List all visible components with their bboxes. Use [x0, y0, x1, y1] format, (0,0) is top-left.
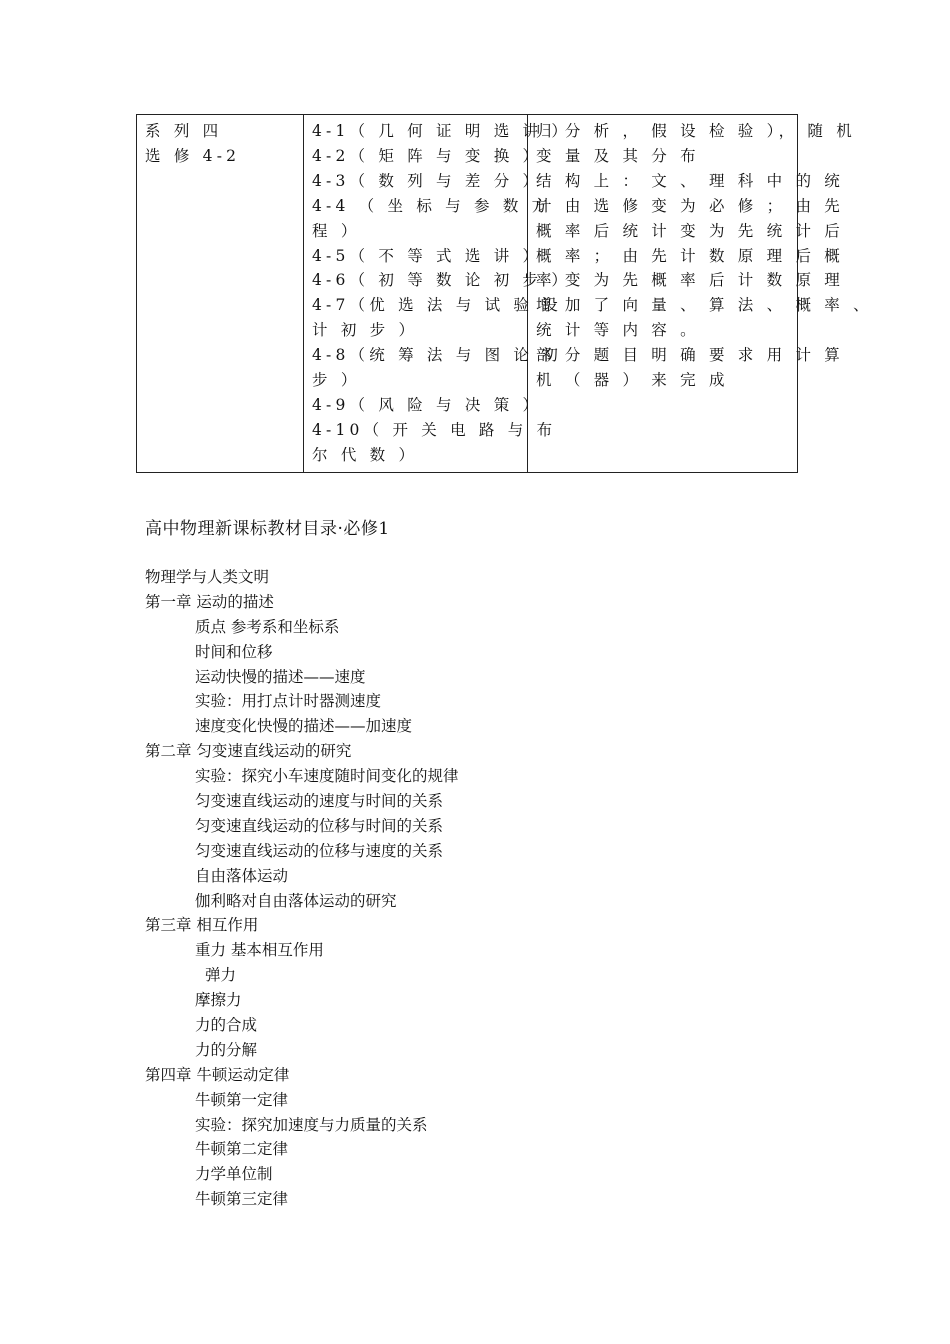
toc-section: 牛顿第一定律 [195, 1090, 289, 1109]
module-line: 4-6（ 初 等 数 论 初 步 ） [312, 271, 572, 290]
note-line: 计 由 选 修 变 为 必 修 ； 由 先 [536, 196, 844, 215]
toc-chapter: 第四章 牛顿运动定律 [145, 1065, 290, 1084]
series-cell [137, 115, 304, 473]
toc-section: 伽利略对自由落体运动的研究 [195, 891, 397, 910]
toc-section: 力的合成 [195, 1016, 258, 1035]
toc-chapter: 第一章 运动的描述 [145, 592, 274, 611]
note-line: 结 构 上 ： 文 、 理 科 中 的 统 [536, 171, 844, 190]
toc-section: 匀变速直线运动的速度与时间的关系 [195, 792, 444, 811]
module-line: 计 初 步 ） [312, 321, 419, 340]
table-of-contents [145, 565, 845, 1212]
module-line: 4-1（ 几 何 证 明 选 讲 ） [312, 122, 572, 140]
toc-section: 力的分解 [195, 1040, 258, 1059]
toc-section: 运动快慢的描述——速度 [195, 667, 366, 686]
toc-section: 速度变化快慢的描述——加速度 [195, 717, 413, 736]
note-line: 概 率 后 统 计 变 为 先 统 计 后 [536, 221, 844, 240]
toc-section: 力学单位制 [195, 1165, 273, 1184]
module-line: 4-8（统 筹 法 与 图 论 初 [312, 346, 562, 365]
toc-chapter: 第二章 匀变速直线运动的研究 [145, 742, 352, 761]
toc-section: 质点 参考系和坐标系 [195, 617, 340, 636]
toc-section: 实验：探究加速度与力质量的关系 [195, 1115, 428, 1134]
toc-section: 实验：探究小车速度随时间变化的规律 [195, 767, 459, 786]
module-line: 4-7（优 选 法 与 试 验 设 [312, 296, 562, 315]
toc-section: 牛顿第二定律 [195, 1140, 289, 1159]
note-line: 变 量 及 其 分 布 [536, 146, 700, 165]
toc-section: 实验：用打点计时器测速度 [195, 692, 382, 711]
toc-section: 匀变速直线运动的位移与时间的关系 [195, 816, 444, 835]
note-line: 部 分 题 目 明 确 要 求 用 计 算 [536, 346, 844, 365]
module-line: 4-2（ 矩 阵 与 变 换 ） [312, 146, 543, 165]
toc-section: 牛顿第三定律 [195, 1190, 289, 1209]
module-line: 程 ） [312, 221, 361, 240]
toc-chapter: 第三章 相互作用 [145, 916, 259, 935]
modules-cell [304, 115, 572, 473]
module-line: 4-10（ 开 关 电 路 与 布 [312, 420, 557, 439]
table-row [137, 115, 798, 473]
course-table [136, 114, 873, 473]
module-line: 4-9（ 风 险 与 决 策 ） [312, 395, 543, 414]
series-line: 系 列 四 [145, 122, 223, 140]
note-line: 统 计 等 内 容 。 [536, 321, 700, 340]
toc-section: 时间和位移 [195, 642, 273, 661]
toc-section: 摩擦力 [195, 991, 242, 1010]
section-title: 高中物理新课标教材目录·必修1 [145, 519, 390, 539]
toc-section: 弹力 [205, 966, 237, 985]
notes-cell [528, 115, 873, 473]
toc-chapter: 物理学与人类文明 [145, 568, 270, 586]
note-line: 率 变 为 先 概 率 后 计 数 原 理 [536, 271, 844, 290]
toc-section: 重力 基本相互作用 [195, 941, 324, 960]
module-line: 步 ） [312, 371, 361, 390]
module-line: 尔 代 数 ） [312, 445, 419, 464]
note-line: 归 分 析 ， 假 设 检 验 ）， 随 机 [536, 122, 856, 140]
toc-section: 匀变速直线运动的位移与速度的关系 [195, 841, 444, 860]
module-line: 4-5（ 不 等 式 选 讲 ） [312, 246, 543, 265]
note-line: 机 （ 器 ） 来 完 成 [536, 371, 729, 390]
toc-section: 自由落体运动 [195, 866, 289, 885]
series-line: 选 修 4-2 [145, 146, 241, 165]
module-line: 4-4 （ 坐 标 与 参 数 方 [312, 196, 552, 215]
module-line: 4-3（ 数 列 与 差 分 ） [312, 171, 543, 190]
note-line: 增 加 了 向 量 、 算 法 、 概 率 、 [536, 296, 873, 315]
note-line: 概 率 ； 由 先 计 数 原 理 后 概 [536, 246, 844, 265]
